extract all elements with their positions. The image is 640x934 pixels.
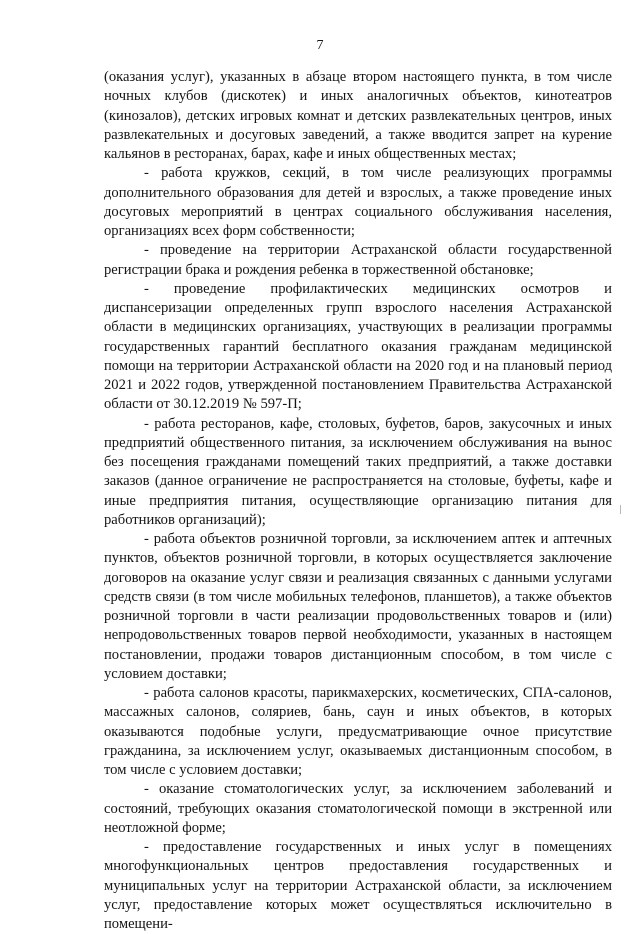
paragraph-retail-trade: - работа объектов розничной торговли, за исключением аптек и аптечных пунктов, объектов розничной торговли, в которых осуществляется заключение договоров на оказание услуг связи и реализация связанных с данными услугами средств связи (в том числе мобильных телефонов, планшетов), а также объектов розничной торговли в части реализации продовольственных товаров и (или) непродовольственных товаров первой необходимости, указанных в настоящем постановлении, продажи товаров дистанционным способом, в том числе с условием доставки; (104, 531, 612, 682)
paragraph-clubs-sections: - работа кружков, секций, в том числе реализующих программы дополнительного образования для детей и взрослых, а также проведение иных досуговых мероприятий в центрах социального обслуживания населения, организациях всех форм собственности; (104, 165, 612, 239)
paragraph-continuation: (оказания услуг), указанных в абзаце втором настоящего пункта, в том числе ночных клубов (дискотек) и иных аналогичных объектов, кинотеатров (кинозалов), детских игровых комнат и детских развлекательных центров, иных развлекательных и досуговых заведений, а также вводится запрет на курение кальянов в ресторанах, барах, кафе и иных общественных местах; (104, 69, 612, 162)
paragraph-public-services: - предоставление государственных и иных услуг в помещениях многофункциональных центров предоставления государственных и муниципальных услуг на территории Астраханской области, за исключением услуг, предоставление которых может осуществляться исключительно в помещени- (104, 839, 612, 932)
paragraph-medical-examinations: - проведение профилактических медицинских осмотров и диспансеризации определенных групп взрослого населения Астраханской области в медицинских организациях, участвующих в реализации программы государственных гарантий бесплатного оказания гражданам медицинской помощи на территории Астраханской области на 2020 год и на плановый период 2021 и 2022 годов, утвержденной постановлением Правительства Астраханской области от 30.12.2019 № 597-П; (104, 280, 612, 413)
paragraph-restaurants: - работа ресторанов, кафе, столовых, буфетов, баров, закусочных и иных предприятий общественного питания, за исключением обслуживания на вынос без посещения гражданами помещений таких предприятий, а также доставки заказов (данное ограничение не распространяется на столовые, буфеты, кафе и иные предприятия питания, осуществляющие организацию питания для работников организаций); (104, 415, 612, 528)
page-number: 7 (316, 38, 324, 53)
paragraph-beauty-salons: - работа салонов красоты, парикмахерских, косметических, СПА-салонов, массажных салонов, соляриев, бань, саун и иных объектов, в которых оказываются подобные услуги, предусматривающие очное присутствие гражданина, за исключением услуг, оказываемых дистанционным способом, в том числе с условием доставки; (104, 685, 612, 778)
paragraph-marriage-registration: - проведение на территории Астраханской области государственной регистрации брака и рождения ребенка в торжественной обстановке; (104, 242, 612, 278)
paragraph-dental-services: - оказание стоматологических услуг, за исключением заболеваний и состояний, требующих оказания стоматологической помощи в экстренной или неотложной форме; (104, 781, 612, 836)
scan-artifact-mark (620, 505, 621, 514)
document-body (104, 68, 612, 934)
